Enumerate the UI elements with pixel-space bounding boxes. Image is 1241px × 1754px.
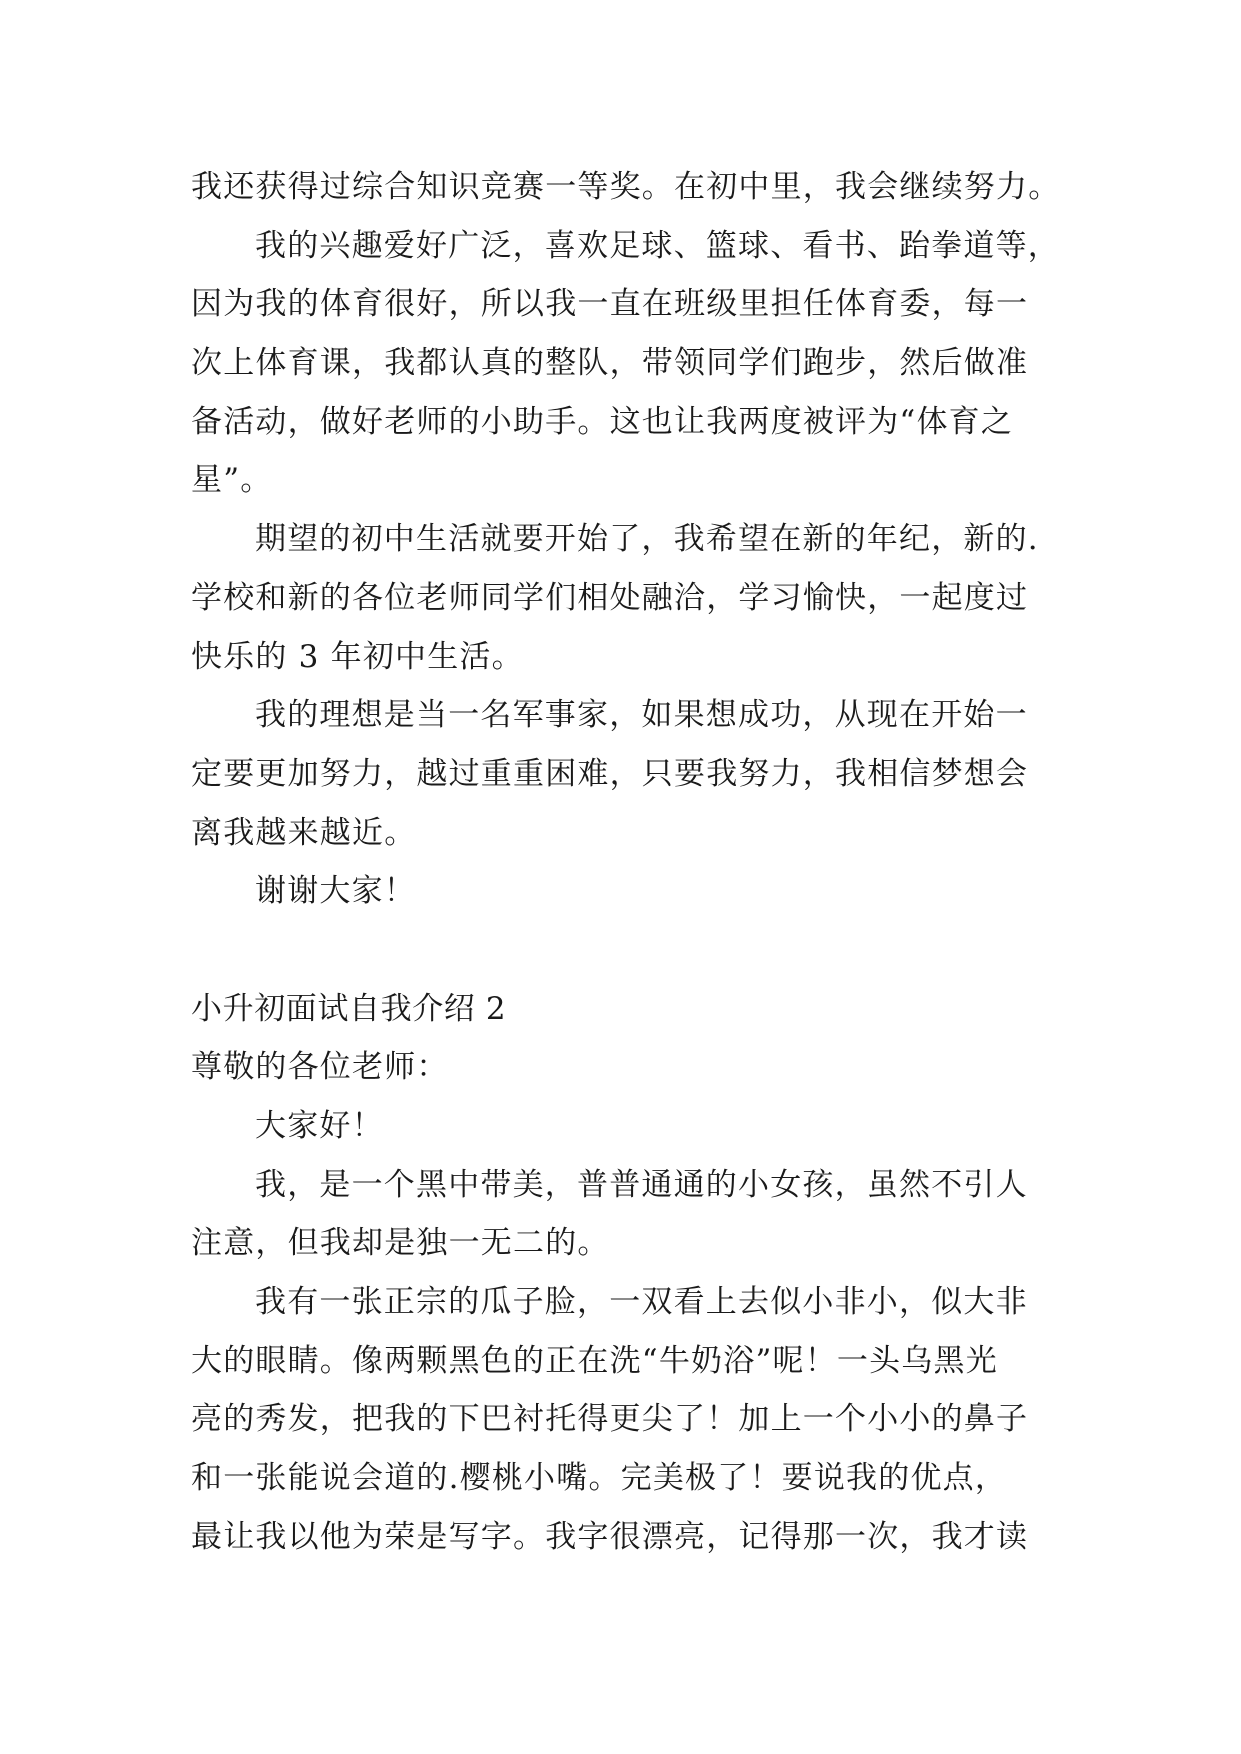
text-line: 定要更加努力，越过重重困难，只要我努力，我相信梦想会 xyxy=(191,755,1029,792)
text-line: 因为我的体育很好，所以我一直在班级里担任体育委，每一 xyxy=(191,286,1029,323)
paragraph-expectations xyxy=(191,510,1051,686)
text-line: 最让我以他为荣是写字。我字很漂亮，记得那一次，我才读 xyxy=(191,1518,1029,1555)
paragraph-self-description xyxy=(191,1156,1051,1273)
text-line: 谢谢大家！ xyxy=(255,873,416,910)
paragraph-thanks xyxy=(191,862,1051,921)
section-spacer xyxy=(191,921,1051,980)
text-line: 期望的初中生活就要开始了，我希望在新的年纪，新的. xyxy=(255,521,1039,558)
text-line: 我的兴趣爱好广泛，喜欢足球、篮球、看书、跆拳道等， xyxy=(255,227,1060,264)
text-line: 大的眼睛。像两颗黑色的正在洗“牛奶浴”呢！一头乌黑光 xyxy=(191,1342,998,1379)
text-line: 我有一张正宗的瓜子脸，一双看上去似小非小，似大非 xyxy=(255,1284,1028,1321)
document-body xyxy=(191,158,1061,1567)
text-line: 和一张能说会道的.樱桃小嘴。完美极了！要说我的优点， xyxy=(191,1460,1008,1497)
text-line: 星”。 xyxy=(191,462,273,499)
text-line: 我，是一个黑中带美，普普通通的小女孩，虽然不引人 xyxy=(255,1166,1028,1203)
text-line: 注意，但我却是独一无二的。 xyxy=(191,1225,610,1262)
greeting: 大家好！ xyxy=(255,1108,384,1144)
paragraph-hobbies xyxy=(191,217,1060,510)
text-line: 备活动，做好老师的小助手。这也让我两度被评为“体育之 xyxy=(191,403,1014,440)
section-heading: 小升初面试自我介绍 2 xyxy=(191,990,507,1027)
paragraph-appearance xyxy=(191,1273,1051,1566)
text-line: 亮的秀发，把我的下巴衬托得更尖了！加上一个小小的鼻子 xyxy=(191,1401,1029,1438)
salutation: 尊敬的各位老师： xyxy=(191,1049,449,1086)
text-line: 次上体育课，我都认真的整队，带领同学们跑步，然后做准 xyxy=(191,345,1029,382)
text-line: 我的理想是当一名军事家，如果想成功，从现在开始一 xyxy=(255,697,1028,734)
text-line: 快乐的 3 年初中生活。 xyxy=(191,638,524,675)
text-line: 离我越来越近。 xyxy=(191,814,417,851)
text-line: 我还获得过综合知识竞赛一等奖。在初中里，我会继续努力。 xyxy=(191,169,1061,205)
text-line: 学校和新的各位老师同学们相处融洽，学习愉快，一起度过 xyxy=(191,579,1029,616)
paragraph-competition xyxy=(191,158,1061,217)
paragraph-ideal xyxy=(191,686,1051,862)
